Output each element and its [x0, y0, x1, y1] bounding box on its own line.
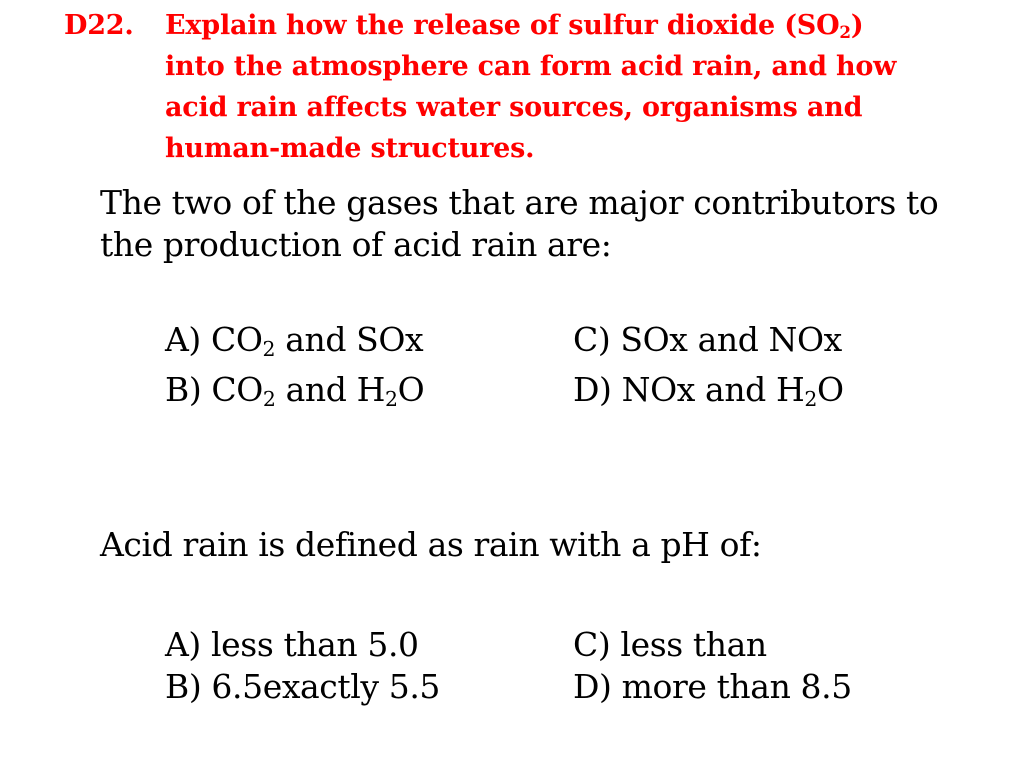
question-line-4: human-made structures.	[165, 133, 535, 164]
q1-option-a[interactable]: A) $CO_2$ and SOx	[165, 320, 424, 362]
question-code: D22.	[64, 10, 134, 41]
q2-option-c[interactable]: C) less than	[573, 625, 767, 664]
question-line-3: acid rain affects water sources, organisms and	[165, 92, 863, 123]
q1-stem-line-1: The two of the gases that are major contributors to	[100, 183, 939, 222]
q1-stem-line-2: the production of acid rain are:	[100, 225, 612, 264]
q1-option-d[interactable]: D) NOx and $H_2O$	[573, 370, 844, 412]
q1-option-c[interactable]: C) SOx and NOx	[573, 320, 842, 359]
question-line-2: into the atmosphere can form acid rain, and how	[165, 51, 897, 82]
q2-stem: Acid rain is defined as rain with a pH of:	[100, 525, 762, 564]
q2-option-a[interactable]: A) less than 5.0	[165, 625, 419, 664]
q2-option-b[interactable]: B) 6.5exactly 5.5	[165, 667, 441, 706]
q1-option-b[interactable]: B) $CO_2$ and $H_2O$	[165, 370, 425, 412]
q2-option-d[interactable]: D) more than 8.5	[573, 667, 852, 706]
question-line-1: Explain how the release of sulfur dioxide $(SO_2)$	[165, 10, 864, 43]
